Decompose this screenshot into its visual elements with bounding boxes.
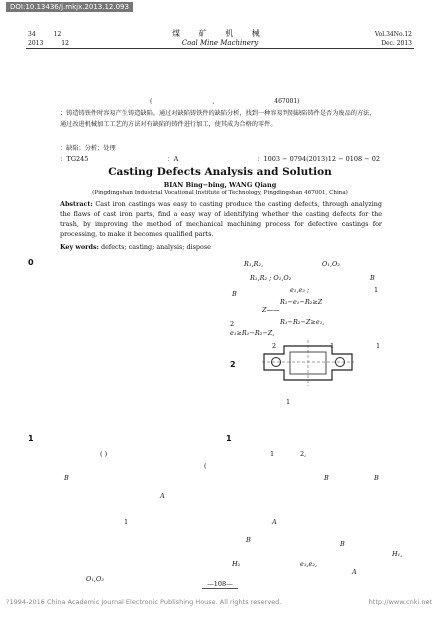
text-fragment: O₁,O₂	[322, 260, 340, 268]
title-en: Casting Defects Analysis and Solution	[108, 166, 332, 178]
doi-label[interactable]: DOI:10.13436/j.mkjx.2013.12.093	[6, 2, 133, 12]
month: 12	[61, 40, 69, 47]
text-fragment: e₁≥R₁−R₂−Z,	[230, 329, 275, 337]
affiliation-en: (Pingdingshan Industrial Vocational Institute of Technology, Pingdingshan 467001, China)	[92, 190, 348, 196]
text-fragment: B	[246, 536, 251, 544]
text-fragment: R₁−e₁−R₂≥Z	[280, 298, 323, 306]
affiliation-cn-open: (	[150, 98, 153, 105]
authors-en: BIAN Bing−bing, WANG Qiang	[163, 181, 277, 189]
text-fragment: e₁,e₂,	[300, 560, 318, 568]
issue-number: 12	[53, 31, 62, 38]
section-1-heading: 1	[28, 434, 34, 443]
keywords-cn: ：缺陷；分析；处理	[60, 145, 116, 152]
footer	[6, 598, 432, 606]
keywords-en	[60, 243, 211, 251]
text-fragment: O₁,O₂	[86, 575, 104, 583]
clc-number: ：TG245	[60, 155, 89, 163]
document-code: ：A	[167, 155, 179, 163]
section-2-heading: 2	[230, 360, 236, 369]
affiliation-cn	[150, 98, 360, 105]
text-fragment: (	[204, 462, 207, 470]
classification-row	[60, 154, 380, 163]
affiliation-cn-comma: ,	[212, 98, 215, 105]
text-fragment: 2	[272, 342, 277, 350]
page-number	[0, 580, 440, 588]
text-fragment: A	[352, 568, 357, 576]
affiliation-cn-postcode: 467001)	[274, 98, 300, 105]
header-rule	[26, 48, 414, 49]
text-fragment: e₁,e₂ ;	[290, 286, 310, 294]
copyright-notice: ?1994-2016 China Academic Journal Electronic Publishing House. All rights reserved.	[6, 598, 282, 606]
text-fragment: 2,	[300, 450, 307, 458]
text-fragment: 1	[270, 450, 275, 458]
keywords-text: defects; casting; analysis; dispose	[98, 243, 211, 251]
year: 2013	[28, 40, 44, 47]
text-fragment: B	[324, 474, 329, 482]
section-0-heading: 0	[28, 258, 34, 267]
text-fragment: 1	[376, 342, 381, 350]
text-fragment: R₁,R₂,	[244, 260, 264, 268]
abstract-cn: ；铸造铸铁件时容易产生铸造缺陷。通过对缺陷铸铁件的缺陷分析，找到一种容易判别缺陷铸件是否为废品的方法，通过改进机械加工工艺的方法对有缺陷的铸件进行加工，使其成为合格的零件。	[60, 110, 376, 128]
text-fragment: H₁,	[392, 550, 403, 558]
text-fragment: B	[232, 290, 237, 298]
journal-title-en: Coal Mine Machinery	[181, 39, 259, 47]
text-fragment: ( )	[100, 450, 108, 458]
text-fragment: R₁−R₂−Z≥e₁,	[280, 318, 325, 326]
text-fragment: A	[160, 492, 165, 500]
journal-title-cn: 煤 矿 机 械	[172, 29, 268, 38]
casting-cross-section-figure	[262, 340, 354, 386]
text-fragment: B	[374, 474, 379, 482]
abstract-text: Cast iron castings was easy to casting produce the casting defects, through analyzing the flaws of cast iron parts, find a easy way of identifying whether the casting defects for the trash, by improving the method of mechanical machining process for defective castings for processing, to make it becomes qualified parts.	[60, 200, 382, 238]
text-fragment: 1	[374, 286, 379, 294]
date-en: Dec. 2013	[381, 40, 412, 47]
text-fragment: A	[272, 518, 277, 526]
text-fragment: H₂	[232, 560, 241, 568]
section-1b-heading: 1	[226, 434, 232, 443]
text-fragment: B	[370, 274, 375, 282]
issue-info-right	[375, 30, 412, 48]
abstract-label: Abstract:	[60, 200, 93, 208]
text-fragment: B	[340, 540, 345, 548]
text-fragment: 2	[230, 320, 235, 328]
text-fragment: R₁,R₂ ; O₁,O₂	[250, 274, 292, 282]
text-fragment: Z——	[262, 306, 280, 314]
abstract-en	[60, 199, 382, 239]
article-id: ：1003 − 0794(2013)12 − 0108 − 02	[256, 155, 380, 163]
volume-issue-en: Vol.34No.12	[374, 31, 412, 38]
text-fragment: 1	[124, 518, 129, 526]
figure-caption: 1	[286, 398, 291, 406]
page-number-text: —108—	[202, 580, 237, 589]
volume-number: 34	[28, 31, 36, 38]
text-fragment: 1	[330, 342, 335, 350]
keywords-label: Key words:	[60, 243, 99, 251]
text-fragment: B	[64, 474, 69, 482]
cnki-link[interactable]: http://www.cnki.net	[368, 598, 432, 606]
